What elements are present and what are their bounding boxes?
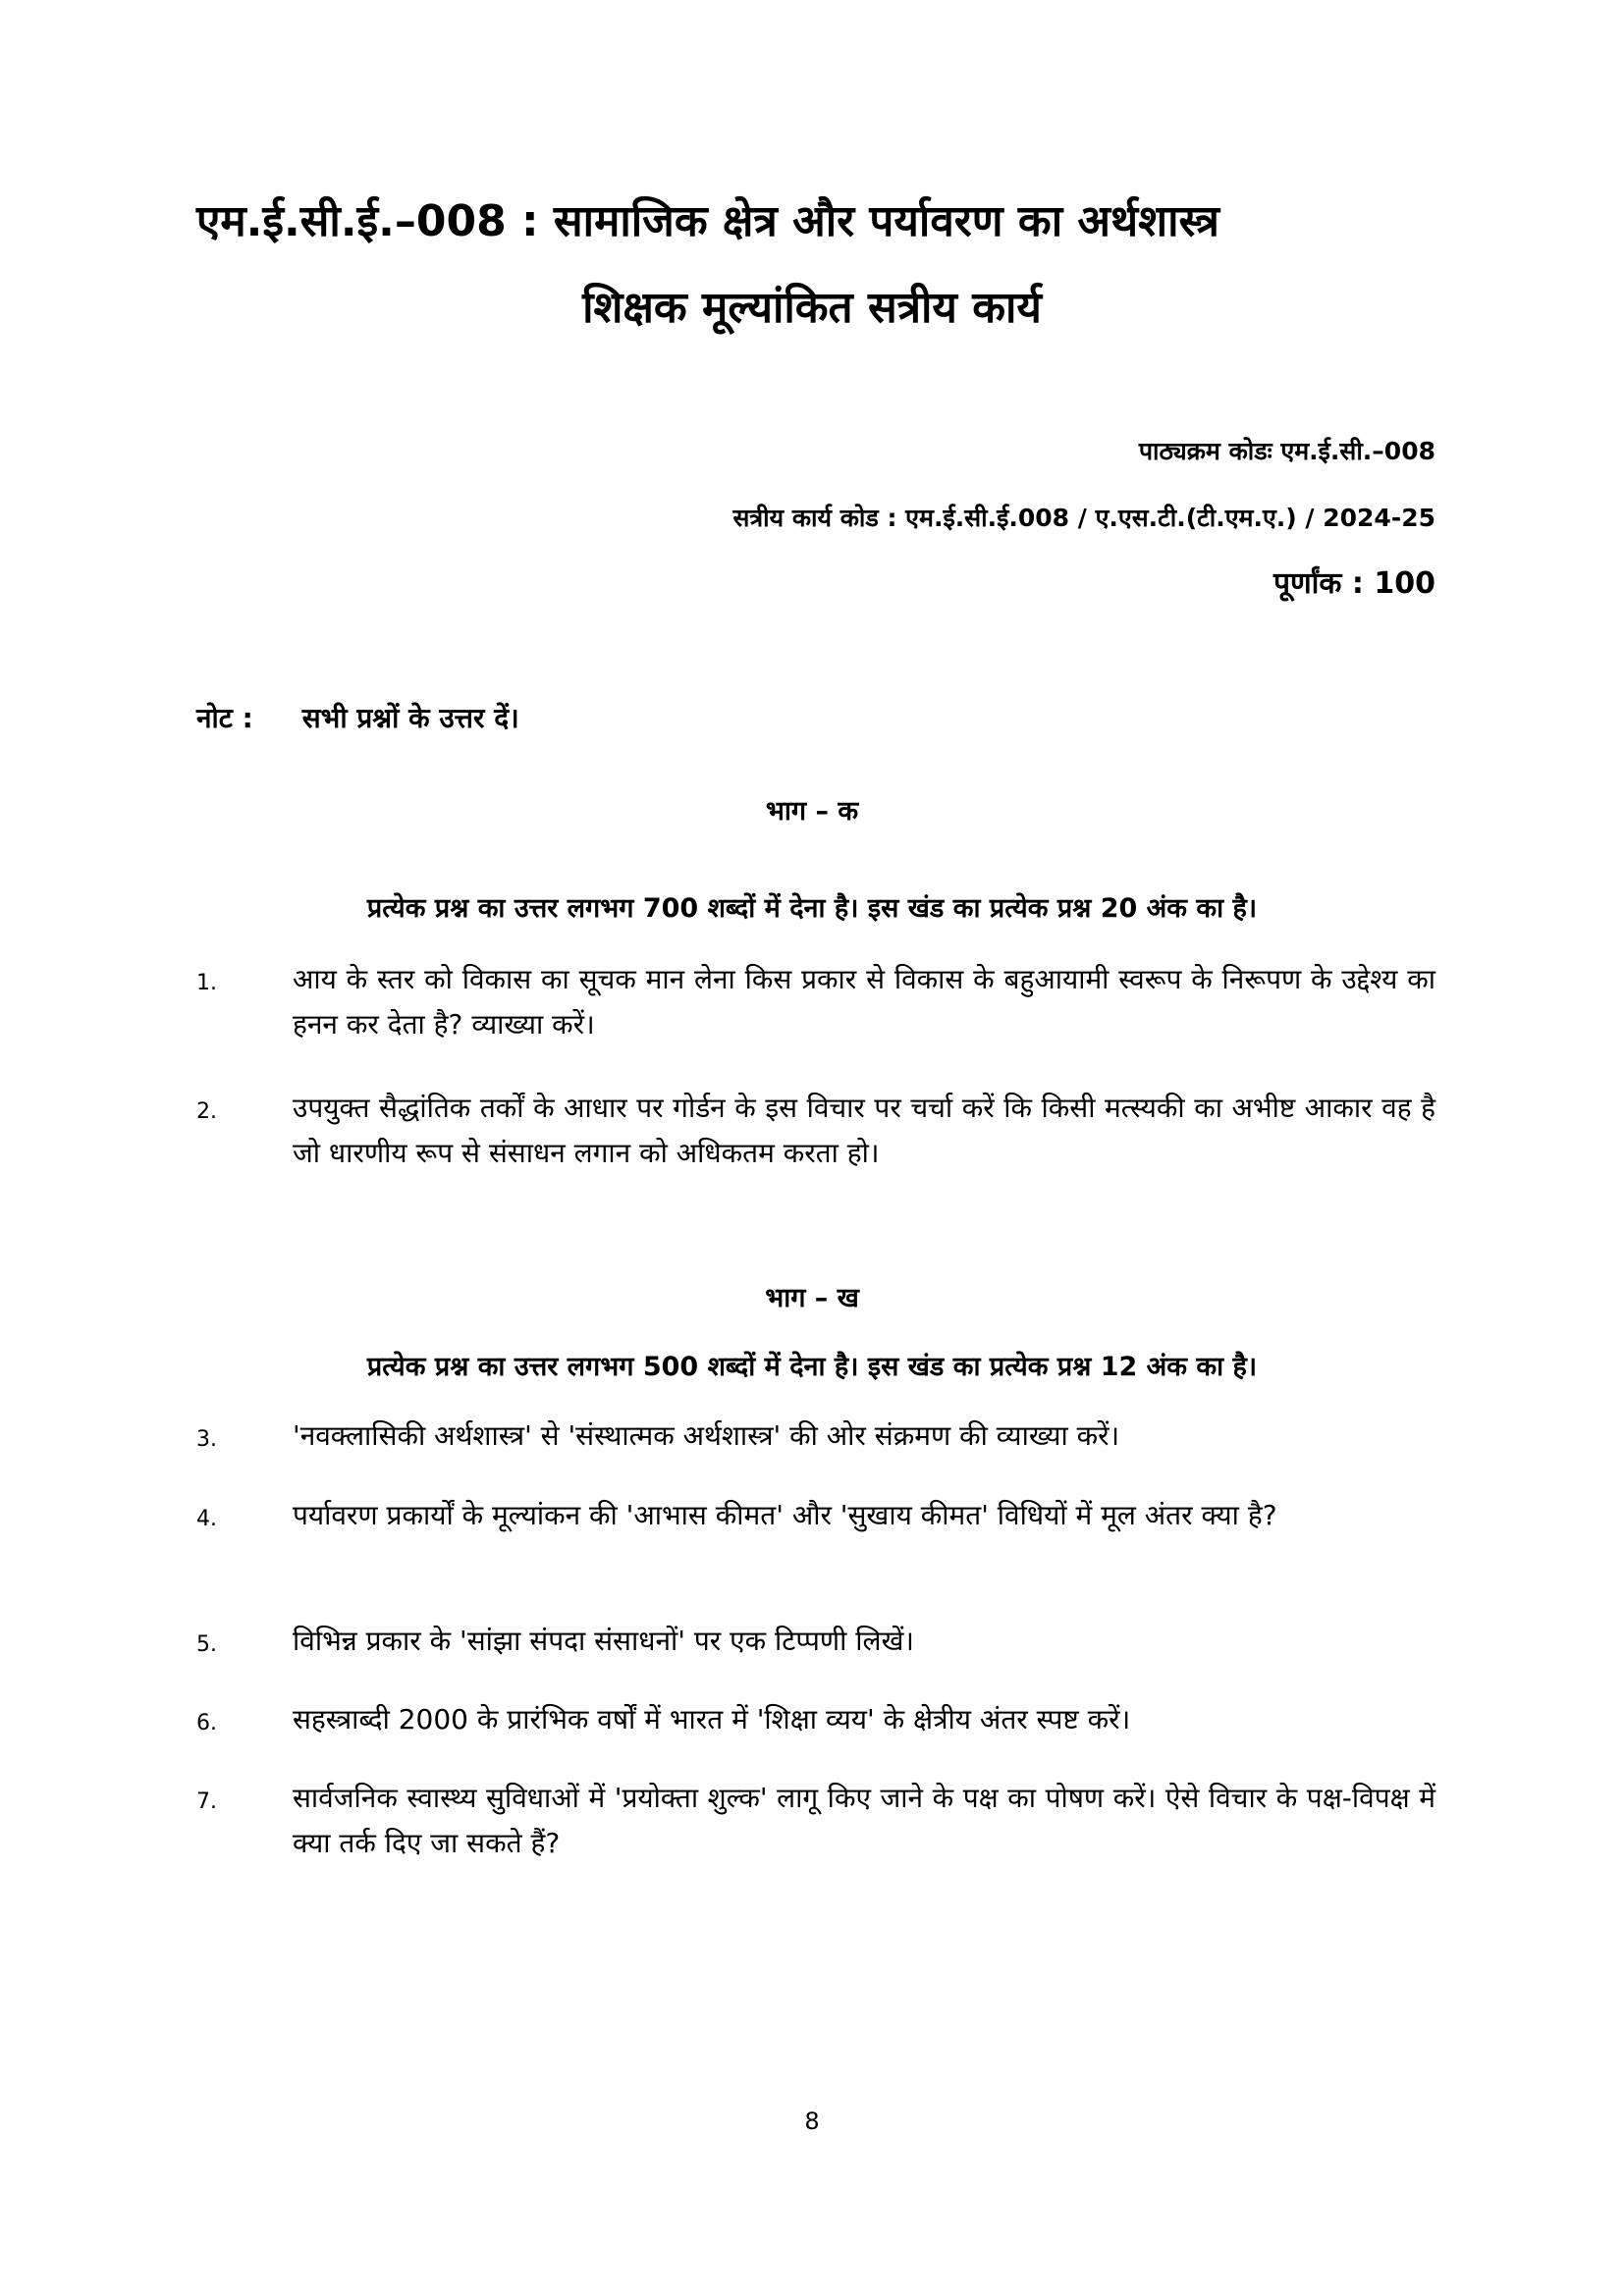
question-number: 3. <box>196 1427 217 1452</box>
question-number: 7. <box>196 1789 217 1814</box>
question-text: विभिन्न प्रकार के 'सांझा संपदा संसाधनों' पर एक टिप्पणी लिखें। <box>293 1625 915 1657</box>
assignment-code: सत्रीय कार्य कोड : एम.ई.सी.ई.008 / ए.एस.टी.(टी.एम.ए.) / 2024-25 <box>732 504 1435 532</box>
question-item <box>196 1697 1435 1742</box>
question-number: 1. <box>196 971 217 995</box>
section-instruction-part-b: प्रत्येक प्रश्न का उत्तर लगभग 500 शब्दों में देना है। इस खंड का प्रत्येक प्रश्न 12 अंक का है। <box>366 1352 1258 1382</box>
course-code: पाठ्यक्रम कोडः एम.ई.सी.–008 <box>1138 437 1435 465</box>
question-item <box>196 957 1435 1047</box>
section-heading-part-b: भाग – ख <box>765 1283 859 1313</box>
question-item <box>196 1414 1435 1459</box>
note-label: नोट : <box>196 702 253 734</box>
section-instruction-part-a: प्रत्येक प्रश्न का उत्तर लगभग 700 शब्दों में देना है। इस खंड का प्रत्येक प्रश्न 20 अंक का है। <box>366 893 1258 924</box>
question-number: 6. <box>196 1711 217 1735</box>
question-item <box>196 1619 1435 1664</box>
section-heading-part-a: भाग – क <box>765 796 859 827</box>
page-number: 8 <box>804 2108 820 2135</box>
question-text: आय के स्तर को विकास का सूचक मान लेना किस प्रकार से विकास के बहुआयामी स्वरूप के निरूपण के उद्देश्य का हनन कर देता है? व्याख्या करें। <box>293 963 1435 1041</box>
max-marks: पूर्णांक : 100 <box>1272 566 1435 601</box>
note <box>196 699 519 736</box>
question-item <box>196 1086 1435 1176</box>
question-number: 5. <box>196 1632 217 1657</box>
question-number: 4. <box>196 1507 217 1531</box>
question-text: सहस्त्राब्दी 2000 के प्रारंभिक वर्षों में भारत में 'शिक्षा व्यय' के क्षेत्रीय अंतर स्पष्ट करें। <box>293 1703 1131 1735</box>
note-text: सभी प्रश्नों के उत्तर दें। <box>301 702 519 734</box>
question-number: 2. <box>196 1099 217 1124</box>
question-item <box>196 1493 1435 1538</box>
question-item <box>196 1776 1435 1866</box>
question-text: सार्वजनिक स्वास्थ्य सुविधाओं में 'प्रयोक्ता शुल्क' लागू किए जाने के पक्ष का पोषण करें। ऐसे विचार के पक्ष-विपक्ष में क्या तर्क दिए जा सकते हैं? <box>293 1782 1435 1859</box>
assignment-type-title: शिक्षक मूल्यांकित सत्रीय कार्य <box>582 283 1042 333</box>
question-text: 'नवक्लासिकी अर्थशास्त्र' से 'संस्थात्मक अर्थशास्त्र' की ओर संक्रमण की व्याख्या करें। <box>293 1419 1120 1452</box>
course-title: एम.ई.सी.ई.–008 : सामाजिक क्षेत्र और पर्यावरण का अर्थशास्त्र <box>196 196 1219 246</box>
question-text: उपयुक्त सैद्धांतिक तर्कों के आधार पर गोर्डन के इस विचार पर चर्चा करें कि किसी मत्स्यकी का अभीष्ट आकार वह है जो धारणीय रूप से संसाधन लगान को अधिकतम करता हो। <box>293 1092 1435 1169</box>
question-text: पर्यावरण प्रकार्यों के मूल्यांकन की 'आभास कीमत' और 'सुखाय कीमत' विधियों में मूल अंतर क्या है? <box>293 1499 1277 1531</box>
